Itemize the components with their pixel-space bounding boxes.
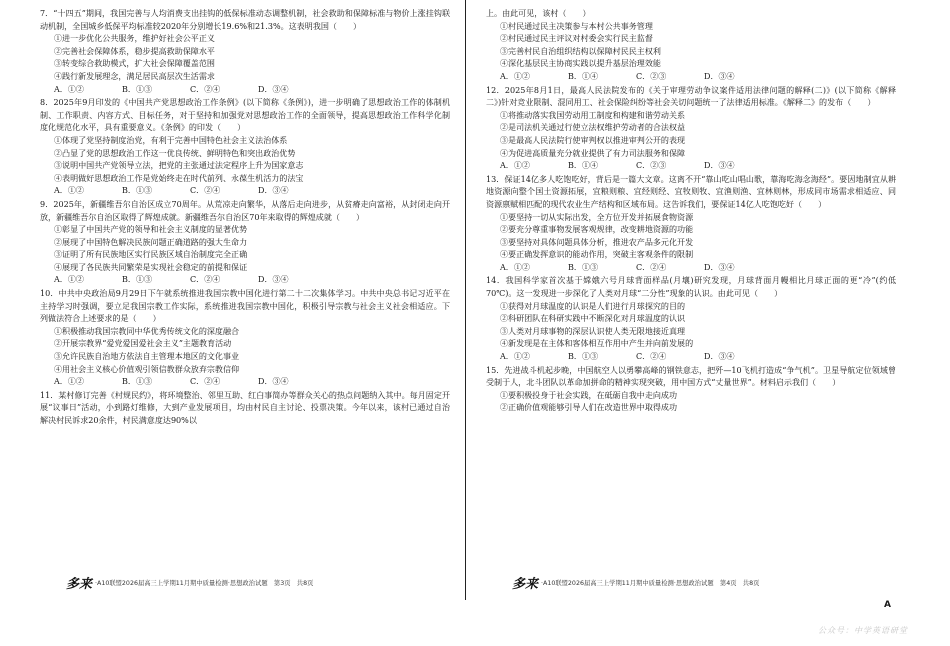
watermark: 公众号：中学英语研堂 (818, 626, 908, 635)
answer-choices (40, 185, 450, 198)
choice-d: D．③④ (704, 262, 735, 272)
question-stem: 13．保证14亿多人吃饱吃好，背后是一篇大文章。这离不开“靠山吃山唱山歌，靠海吃海念海经”。要因地制宜从耕地资源向整个国土资源拓展，宜粮则粮、宜经则经、宜牧则牧、宜渔则渔、宜林则林，形成同市场需求相适应、同资源禀赋相匹配的现代农业生产结构和区域布局。这告诉我们，要保证14亿人吃饱吃好（ ） (486, 174, 896, 209)
choice-b: B．①③ (122, 275, 153, 285)
answer-choices (486, 71, 896, 84)
question-14 (486, 275, 896, 363)
choice-d: D．③④ (258, 377, 289, 387)
question-13 (486, 174, 896, 275)
option-2: ②正确价值观能够引导人们在改造世界中取得成功 (500, 403, 678, 413)
choice-b: B．①④ (568, 71, 599, 81)
choice-b: B．①③ (568, 352, 599, 362)
choice-a: A．①② (54, 377, 84, 387)
option-1: ①获得对月球温度的认识是人们进行月球探究的目的 (500, 301, 686, 311)
footer-text: ·A10联盟2026届高三上学期11月期中质量检测·思想政治试题 第4页 共8页 (541, 580, 760, 587)
answer-choices (486, 160, 896, 173)
choice-d: D．③④ (258, 84, 289, 94)
option-3: ③要坚持对具体问题具体分析，推进农产品多元化开发 (500, 237, 694, 247)
question-9 (40, 199, 450, 287)
choice-b: B．①③ (568, 262, 599, 272)
option-1: ①体现了党坚持制度治党，有利于完善中国特色社会主义法治体系 (54, 135, 288, 145)
option-1: ①将推动落实我国劳动用工制度和构建和谐劳动关系 (500, 110, 686, 120)
choice-c: C．②④ (190, 275, 221, 285)
option-2: ②完善社会保障体系，稳步提高救助保障水平 (54, 46, 215, 56)
option-1: ①积极推动我国宗教同中华优秀传统文化的深度融合 (54, 326, 240, 336)
footer-text: ·A10联盟2026届高三上学期11月期中质量检测·思想政治试题 第3页 共8页 (95, 580, 314, 587)
choice-c: C．②④ (636, 352, 667, 362)
option-4: ④新发现是在主体和客体相互作用中产生并向前发展的 (500, 339, 694, 349)
option-3: ③说明中国共产党领导立法，把党的主张通过法定程序上升为国家意志 (54, 161, 304, 171)
option-4: ④为促进高质量充分就业提供了有力司法服务和保障 (500, 148, 686, 158)
option-1: ①要坚持一切从实际出发，全方位开发并拓展食物资源 (500, 212, 694, 222)
option-2: ②展现了中国特色解决民族问题正确道路的强大生命力 (54, 237, 248, 247)
choice-d: D．③④ (704, 352, 735, 362)
option-2: ②科研团队在科研实践中不断深化对月球温度的认识 (500, 314, 686, 324)
option-4: ④表明做好思想政治工作是党始终走在时代前列、永葆生机活力的法宝 (54, 173, 304, 183)
option-2: ②要充分尊重事物发展客观规律，改变耕地资源的功能 (500, 225, 694, 235)
choice-c: C．②④ (636, 262, 667, 272)
brand-logo: 多来 (66, 577, 93, 592)
question-stem: 7．“十四五”期间，我国完善与人均消费支出挂钩的低保标准动态调整机制，社会救助和保障标准与物价上涨挂钩联动机制，全国城乡低保平均标准较2020年分别增长19.6%和21.3%。这表明我国（ ） (40, 9, 450, 31)
choice-a: A．①② (500, 262, 530, 272)
question-stem: 15．先进战斗机起步晚，中国航空人以勇攀高峰的钢铁意志，把歼—10飞机打造成“争气机”。卫星导航定位领域曾受制于人，北斗团队以革命加拼命的精神实现突破，用中国方式“丈量世界”。材料启示我们（ ） (486, 365, 896, 388)
question-12 (486, 85, 896, 173)
page-footer-right (512, 573, 759, 592)
option-2: ②村民通过民主评议对村委会实行民主监督 (500, 34, 653, 44)
choice-c: C．②③ (636, 71, 667, 81)
question-8 (40, 97, 450, 198)
option-4: ④用社会主义核心价值观引领信教群众放弃宗教信仰 (54, 364, 240, 374)
choice-b: B．①③ (122, 186, 153, 196)
question-stem: 8．2025年9月印发的《中国共产党思想政治工作条例》(以下简称《条例》)，进一步明确了思想政治工作的体制机制、工作职责、内容方式、目标任务，对于坚持和加强党对思想政治工作的全面领导，提高思想政治工作科学化制度化规范化水平，具有重要意义。《条例》的印发（ ） (40, 98, 450, 133)
choice-d: D．③④ (704, 161, 735, 171)
choice-a: A．①② (54, 84, 84, 94)
choice-b: B．①③ (122, 84, 153, 94)
page-footer-left (66, 573, 313, 592)
option-4: ④展现了各民族共同繁荣是实现社会稳定的前提和保证 (54, 262, 248, 272)
answer-choices (40, 274, 450, 287)
question-stem: 9．2025年，新疆维吾尔自治区成立70周年。从荒凉走向繁华，从落后走向进步，从贫瘠走向富裕，从封闭走向开放，新疆维吾尔自治区取得了辉煌成就。新疆维吾尔自治区70年来取得的辉煌成就（ ） (40, 199, 450, 222)
right-page (486, 8, 896, 416)
choice-a: A．①② (54, 186, 84, 196)
option-3: ③是最高人民法院行使审判权以推进审判公开的表现 (500, 135, 686, 145)
option-4: ④要正确发挥意识的能动作用，突破主客观条件的限制 (500, 250, 694, 260)
option-4: ④深化基层民主协商实践以提升基层治理效能 (500, 59, 661, 69)
option-1: ①要积极投身于社会实践，在砥砺自我中走向成功 (500, 390, 678, 400)
choice-a: A．①② (500, 71, 530, 81)
option-3: ③允许民族自治地方依法自主管理本地区的文化事业 (54, 352, 240, 362)
choice-c: C．②④ (190, 377, 221, 387)
question-stem: 12．2025年8月1日，最高人民法院发布的《关于审理劳动争议案件适用法律问题的解释(二)》(以下简称《解释二》)针对竞业限制、混同用工、社会保险纠纷等社会关切问题统一了法律适用标准。《解释二》的发布（ ） (486, 85, 896, 108)
choice-d: D．③④ (258, 186, 289, 196)
option-4: ④践行新发展理念，满足居民高层次生活需求 (54, 71, 215, 81)
answer-choices (486, 351, 896, 364)
question-10 (40, 288, 450, 389)
option-1: ①进一步优化公共服务，维护好社会公平正义 (54, 34, 215, 44)
page-divider (465, 0, 466, 600)
question-stem: 10．中共中央政治局9月29日下午就系统推进我国宗教中国化进行第二十二次集体学习。中共中央总书记习近平在主持学习时强调，要立足我国宗教工作实际，系统推进我国宗教中国化，积极引导宗教与社会主义社会相适应。下列做法符合上述要求的是（ ） (40, 289, 450, 324)
brand-logo: 多来 (512, 577, 539, 592)
question-7 (40, 8, 450, 96)
choice-a: A．①② (500, 161, 530, 171)
choice-c: C．②④ (190, 84, 221, 94)
answer-choices (40, 376, 450, 389)
question-11 (40, 390, 450, 428)
choice-d: D．③④ (258, 275, 289, 285)
question-15 (486, 365, 896, 415)
choice-d: D．③④ (704, 71, 735, 81)
question-11-continued (486, 8, 896, 84)
answer-choices (40, 84, 450, 97)
option-2: ②开展宗教界“爱党爱国爱社会主义”主题教育活动 (54, 339, 232, 349)
left-page (40, 8, 450, 429)
question-stem: 上。由此可见，该村（ ） (486, 9, 591, 18)
choice-a: A．①② (54, 275, 84, 285)
choice-b: B．①③ (122, 377, 153, 387)
answer-choices (486, 262, 896, 275)
question-stem: 11．某村修订完善《村规民约》，将环境整治、邻里互助、红白事简办等群众关心的热点问题纳入其中。每月固定开展“议事日”活动，小到路灯维修，大到产业发展项目，均由村民自主讨论、投票决策。今年以来，该村已通过自治解决村民诉求20余件，村民满意度达90%以 (40, 390, 450, 425)
option-3: ③人类对月球事物的深层认识使人类无限地接近真理 (500, 326, 686, 336)
option-3: ③证明了所有民族地区实行民族区域自治制度完全正确 (54, 250, 248, 260)
choice-b: B．①④ (568, 161, 599, 171)
option-2: ②凸显了党的思想政治工作这一优良传统、鲜明特色和突出政治优势 (54, 148, 296, 158)
option-2: ②是司法机关通过行使立法权维护劳动者的合法权益 (500, 123, 686, 133)
option-3: ③完善村民自治组织结构以保障村民民主权利 (500, 46, 661, 56)
option-3: ③转变综合救助模式，扩大社会保障覆盖范围 (54, 59, 215, 69)
choice-c: C．②④ (190, 186, 221, 196)
question-stem: 14．我国科学家首次基于嫦娥六号月球背面样品(月壤)研究发现，月球背面月幔相比月球正面的更“冷”(约低70℃)。这一发现进一步深化了人类对月球“二分性”现象的认识。由此可见（ ） (486, 276, 896, 299)
choice-a: A．①② (500, 352, 530, 362)
paper-version-mark: A (884, 600, 891, 610)
option-1: ①村民通过民主决策参与本村公共事务管理 (500, 21, 653, 31)
choice-c: C．②③ (636, 161, 667, 171)
option-1: ①彰显了中国共产党的领导和社会主义制度的显著优势 (54, 225, 248, 235)
